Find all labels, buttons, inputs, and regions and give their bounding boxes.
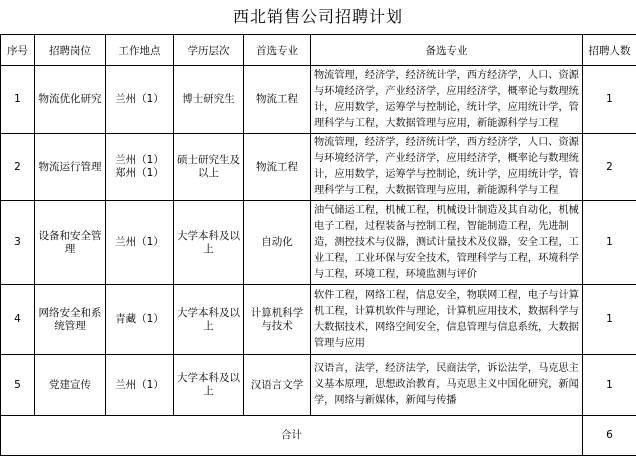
table-row: [1, 66, 636, 134]
cell-alt-major: 汉语言，法学，经济法学，民商法学，诉讼法学，马克思主义基本原理，思想政治教育，马克思主义中国化研究，新闻学，网络与新媒体，新闻与传播: [311, 355, 583, 416]
cell-count: 1: [583, 285, 636, 355]
header-primary-major: 首选专业: [244, 35, 311, 66]
total-label: 合计: [1, 416, 583, 456]
cell-location: [106, 285, 174, 355]
location-line: 兰州（1）: [115, 378, 164, 391]
header-education: 学历层次: [174, 35, 244, 66]
cell-count: 1: [583, 201, 636, 285]
cell-primary-major: 汉语言文学: [244, 355, 311, 416]
table-row: [1, 285, 636, 355]
location-line: 青藏（1）: [115, 313, 164, 325]
cell-education: 大学本科及以上: [174, 285, 244, 355]
header-alt-major: 备选专业: [311, 35, 583, 66]
cell-position: 网络安全和系统管理: [35, 285, 106, 355]
cell-location: [106, 66, 174, 134]
header-row: [1, 35, 636, 66]
cell-education: 大学本科及以上: [174, 355, 244, 416]
cell-position: 党建宣传: [35, 355, 106, 416]
cell-education: 硕士研究生及以上: [174, 134, 244, 201]
header-position: 招聘岗位: [35, 35, 106, 66]
cell-count: 2: [583, 134, 636, 201]
header-count: 招聘人数: [583, 35, 636, 66]
table-row: [1, 134, 636, 201]
cell-seq: 3: [1, 201, 35, 285]
cell-count: 1: [583, 66, 636, 134]
cell-seq: 2: [1, 134, 35, 201]
cell-count: 1: [583, 355, 636, 416]
cell-location: [106, 134, 174, 201]
table-row: [1, 355, 636, 416]
cell-alt-major: 油气储运工程，机械工程，机械设计制造及其自动化，机械电子工程，过程装备与控制工程，智能制造工程，先进制造，测控技术与仪器，测试计量技术及仪器，安全工程，工业工程，工业环保与安全技术，管理科学与工程，环境科学与工程，环境工程，环境监测与评价: [311, 201, 583, 285]
cell-seq: 1: [1, 66, 35, 134]
cell-position: 设备和安全管理: [35, 201, 106, 285]
cell-location: [106, 355, 174, 416]
cell-alt-major: 物流管理，经济学，经济统计学，西方经济学，人口、资源与环境经济学，产业经济学，应用经济学，概率论与数理统计，应用数学，运筹学与控制论，统计学，应用统计学，管理科学与工程，大数据管理与应用，新能源科学与工程: [311, 66, 583, 134]
page-title: 西北销售公司招聘计划: [232, 7, 403, 26]
recruitment-table: [0, 34, 636, 456]
location-line: 郑州（1）: [115, 167, 164, 179]
cell-education: 大学本科及以上: [174, 201, 244, 285]
cell-seq: 4: [1, 285, 35, 355]
cell-alt-major: 软件工程，网络工程，信息安全，物联网工程，电子与计算机工程，计算机软件与理论，计算机应用技术，数据科学与大数据技术，网络空间安全，信息管理与信息系统，大数据管理与应用: [311, 285, 583, 355]
cell-education: 博士研究生: [174, 66, 244, 134]
location-line: 兰州（1）: [115, 236, 164, 248]
location-line: 兰州（1）: [115, 154, 164, 166]
cell-alt-major: 物流管理，经济学，经济统计学，西方经济学，人口、资源与环境经济学，产业经济学，应用经济学，概率论与数理统计，应用数学，运筹学与控制论，统计学，应用统计学，管理科学与工程，大数据管理与应用，新能源科学与工程: [311, 134, 583, 201]
cell-seq: 5: [1, 355, 35, 416]
cell-location: [106, 201, 174, 285]
location-line: 兰州（1）: [115, 93, 164, 105]
cell-position: 物流运行管理: [35, 134, 106, 201]
total-count: 6: [583, 416, 636, 456]
cell-primary-major: 物流工程: [244, 66, 311, 134]
table-row: [1, 201, 636, 285]
header-location: 工作地点: [106, 35, 174, 66]
header-seq: 序号: [1, 35, 35, 66]
cell-primary-major: 自动化: [244, 201, 311, 285]
cell-primary-major: 物流工程: [244, 134, 311, 201]
cell-position: 物流优化研究: [35, 66, 106, 134]
total-row: [1, 416, 636, 456]
cell-primary-major: 计算机科学与技术: [244, 285, 311, 355]
